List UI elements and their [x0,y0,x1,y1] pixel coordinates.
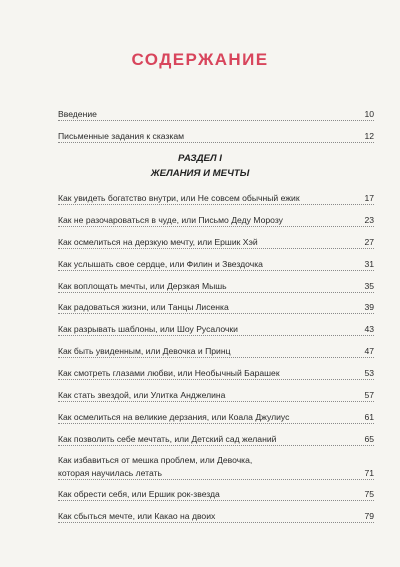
toc-entry[interactable] [58,432,374,446]
page-title: СОДЕРЖАНИЕ [131,50,269,69]
toc-entry-text: Как обрести себя, или Ершик рок-звезда [58,489,220,499]
toc-entry[interactable] [58,279,374,293]
toc-entry-page-number: 10 [364,109,374,119]
toc-entry-text: Как позволить себе мечтать, или Детский сад желаний [58,434,277,444]
toc-entry-text: Как разрывать шаблоны, или Шоу Русалочки [58,324,238,334]
toc-entry-page-number: 75 [364,489,374,499]
toc-entry-text: Как услышать свое сердце, или Филин и Звездочка [58,259,263,269]
toc-entry[interactable] [58,344,374,358]
toc-entry[interactable] [58,191,374,205]
toc-entry-page-number: 23 [364,215,374,225]
toc-entry-page-number: 71 [364,468,374,478]
toc-entry-text: Как воплощать мечты, или Дерзкая Мышь [58,281,227,291]
toc-entry-page-number: 31 [364,259,374,269]
toc-entry[interactable] [58,509,374,523]
toc-entry-text: Как избавиться от мешка проблем, или Девочка, [58,455,253,465]
toc-entry-page-number: 57 [364,390,374,400]
toc-entry[interactable] [58,366,374,380]
toc-entry-page-number: 39 [364,302,374,312]
toc-entry-text: Как увидеть богатство внутри, или Не совсем обычный ежик [58,193,300,203]
toc-front-entry[interactable] [58,129,374,143]
toc-entry-page-number: 61 [364,412,374,422]
toc-entry[interactable] [58,235,374,249]
toc-entry-text: Как сбыться мечте, или Какао на двоих [58,511,216,521]
toc-entry-page-number: 27 [364,237,374,247]
toc-entry[interactable] [58,454,374,480]
toc-entry-text: Как быть увиденным, или Девочка и Принц [58,346,231,356]
toc-entry[interactable] [58,322,374,336]
toc-entry-page-number: 43 [364,324,374,334]
toc-entry-page-number: 53 [364,368,374,378]
section-heading [0,151,400,181]
section-label: РАЗДЕЛ I [178,153,222,164]
toc-entry-text-continuation: которая научилась летать [58,468,162,478]
toc-entry[interactable] [58,257,374,271]
toc-entry-page-number: 47 [364,346,374,356]
toc-front-entry[interactable] [58,107,374,121]
toc-entry-text: Как стать звездой, или Улитка Анджелина [58,390,226,400]
section-name: ЖЕЛАНИЯ И МЕЧТЫ [150,168,250,179]
toc-entry-text: Введение [58,109,97,119]
toc-entry-text: Письменные задания к сказкам [58,131,185,141]
toc-entry-text: Как осмелиться на дерзкую мечту, или Ершик Хэй [58,237,258,247]
toc-entry-page-number: 12 [364,131,374,141]
toc-entry-page-number: 17 [364,193,374,203]
toc-entry-page-number: 65 [364,434,374,444]
toc-entry-text: Как осмелиться на великие дерзания, или Коала Джулиус [58,412,290,422]
toc-entry[interactable] [58,487,374,501]
toc-entry[interactable] [58,300,374,314]
toc-entry-text: Как смотреть глазами любви, или Необычный Барашек [58,368,280,378]
toc-entry-text: Как радоваться жизни, или Танцы Лисенка [58,302,229,312]
toc-entry-text: Как не разочароваться в чуде, или Письмо Деду Морозу [58,215,283,225]
toc-entry[interactable] [58,213,374,227]
toc-entry-page-number: 35 [364,281,374,291]
toc-entry[interactable] [58,388,374,402]
toc-entry-page-number: 79 [364,511,374,521]
toc-entry[interactable] [58,410,374,424]
